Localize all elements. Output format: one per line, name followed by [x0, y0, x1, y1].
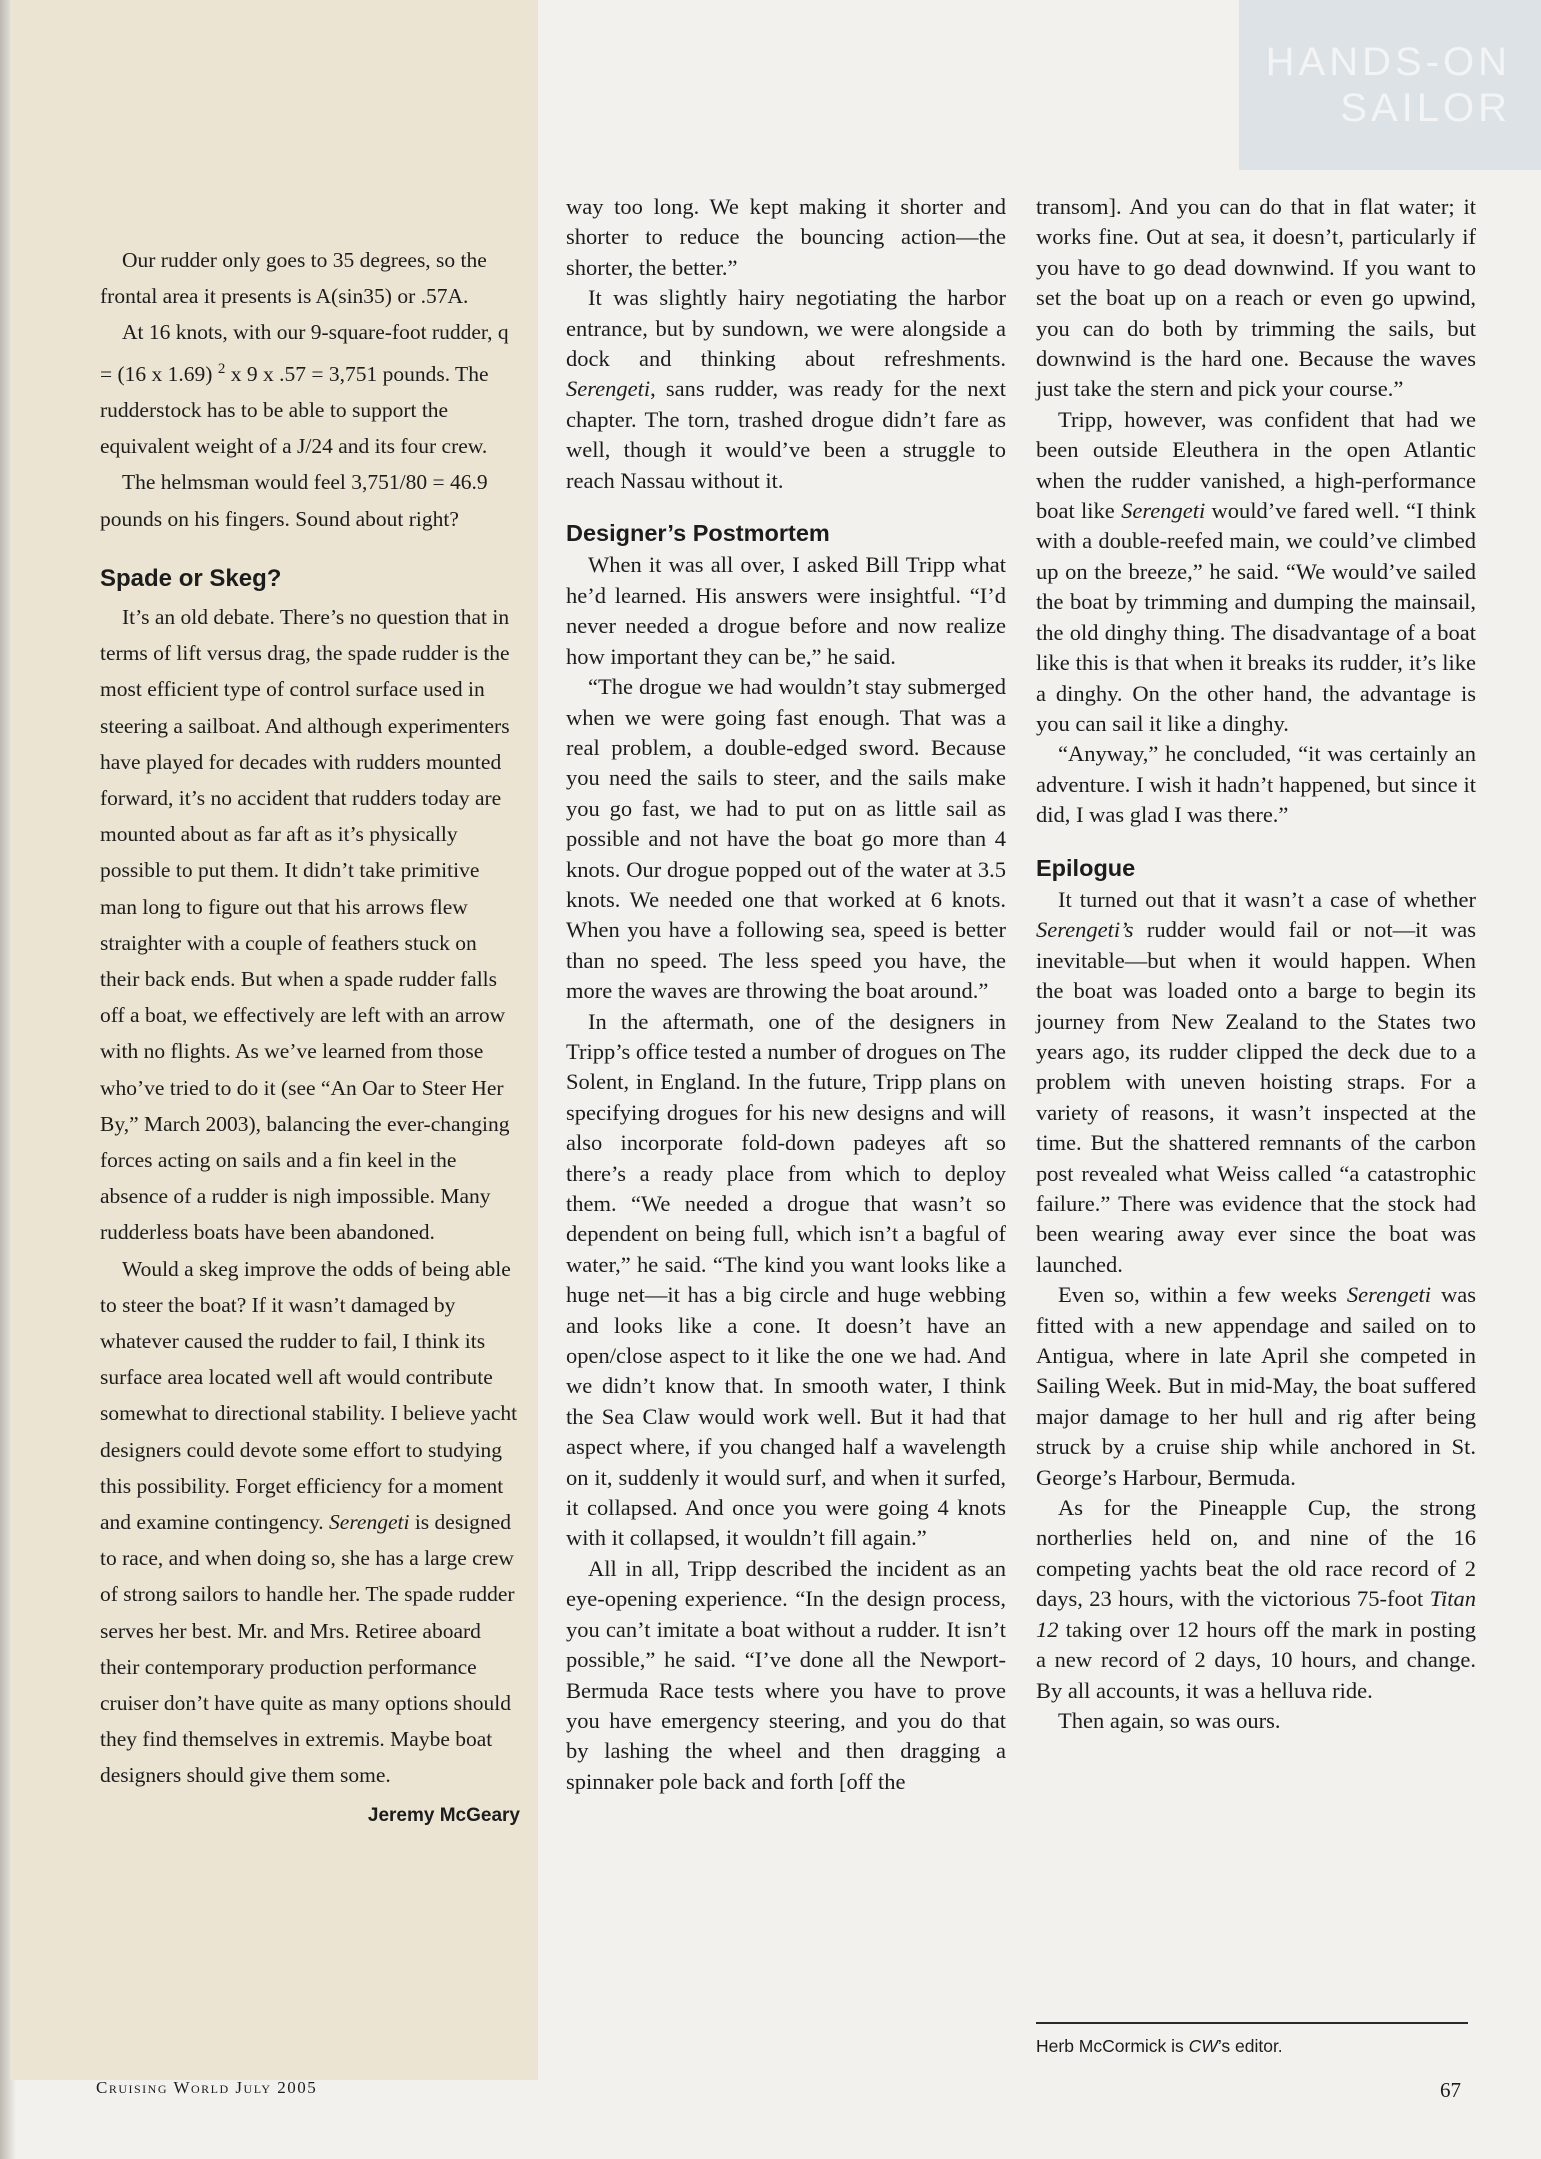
sidebar-paragraph: Our rudder only goes to 35 degrees, so the frontal area it presents is A(sin35) or .57A.	[100, 248, 487, 309]
body-paragraph: Even so, within a few weeks Serengeti was fitted with a new appendage and sailed on to Antigua, where in late April she competed in Sailing Week. But in mid-May, the boat suffered major damage to her hull and rig after being struck by a cruise ship while anchored in St. George’s Harbour, Bermuda.	[1036, 1282, 1476, 1490]
sidebar-byline: Jeremy McGeary	[367, 1804, 520, 1826]
equation-tail: x 9 x .57 = 3,751 pounds. The rudderstock has to be able to support the equivalent weight of a J/24 and its four crew.	[100, 361, 489, 459]
right-column	[1036, 192, 1476, 1736]
body-paragraph: Tripp, however, was confident that had we been outside Eleuthera in the open Atlantic when the rudder vanished, a high-performance boat like Serengeti would’ve fared well. “I think with a double-reefed main, we could’ve climbed up on the breeze,” he said. “We would’ve sailed the boat by trimming and dumping the mainsail, the old dinghy thing. The disadvantage of a boat like this is that when it breaks its rudder, it’s like a dinghy. On the other hand, the advantage is you can sail it like a dinghy.	[1036, 406, 1476, 736]
equation-exponent: 2	[217, 360, 226, 377]
page-number: 67	[1440, 2078, 1461, 2102]
author-note: Herb McCormick is CW’s editor.	[1036, 2036, 1283, 2056]
section-heading-epilogue: Epilogue	[1036, 854, 1136, 881]
section-tab	[1239, 0, 1541, 170]
body-paragraph: In the aftermath, one of the designers in Tripp’s office tested a number of drogues on The Solent, in England. In the future, Tripp plans on specifying drogues for his new designs and will also incorporate fold-down padeyes aft so there’s a ready place from which to deploy them. “We needed a drogue that wasn’t so dependent on being full, which isn’t a bagful of water,” he said. “The kind you want looks like a huge net—it has a big circle and huge webbing and looks like a cone. It doesn’t have an open/close aspect to it like the one we had. And we didn’t know that. In smooth water, I think the Sea Claw would work well. But it had that aspect where, if you changed half a wavelength on it, suddenly it would surf, and when it surfed, it collapsed. And once you were going 4 knots with it collapsed, it wouldn’t fill again.”	[566, 1008, 1006, 1551]
body-paragraph: It was slightly hairy negotiating the harbor entrance, but by sundown, we were alongside a dock and thinking about refreshments. Serengeti, sans rudder, was ready for the next chapter. The torn, trashed drogue didn’t fare as well, though it would’ve been a struggle to reach Nassau without it.	[566, 285, 1006, 493]
sidebar-paragraph: Would a skeg improve the odds of being able to steer the boat? If it wasn’t damaged by whatever caused the rudder to fail, I think its surface area located well aft would contribute somewhat to directional stability. I believe yacht designers could devote some effort to studying this possibility. Forget efficiency for a moment and examine contingency. Serengeti is designed to race, and when doing so, she has a large crew of strong sailors to handle her. The spade rudder serves her best. Mr. and Mrs. Retiree aboard their contemporary production performance cruiser don’t have quite as many options should they find themselves in extremis. Maybe boat designers should give them some.	[100, 1256, 518, 1788]
footer-magazine-issue: Cruising World July 2005	[96, 2078, 318, 2097]
body-paragraph: When it was all over, I asked Bill Tripp what he’d learned. His answers were insightful. “I’d never needed a drogue before and now realize how important they can be,” he said.	[566, 552, 1006, 669]
body-paragraph: Then again, so was ours.	[1058, 1707, 1281, 1733]
sidebar-equation-paragraph	[100, 314, 520, 464]
author-note-rule	[1036, 2022, 1468, 2024]
equation-lead: At 16 knots, with our 9-square-foot rudder, q = (16 x 1.69)	[100, 320, 509, 386]
body-paragraph: transom]. And you can do that in flat water; it works fine. Out at sea, it doesn’t, particularly if you have to go dead downwind. If you want to set the boat up on a reach or even go upwind, you can do both by trimming the sails, but downwind is the hard one. Because the waves just take the stern and pick your course.”	[1036, 194, 1476, 402]
body-paragraph: It turned out that it wasn’t a case of whether Serengeti’s rudder would fail or not—it was inevitable—but when it would happen. When the boat was loaded onto a barge to begin its journey from New Zealand to the States two years ago, its rudder clipped the deck due to a problem with uneven hoisting straps. For a variety of reasons, it wasn’t inspected at the time. But the shattered remnants of the carbon post revealed what Weiss called “a catastrophic failure.” There was evidence that the stock had been wearing away ever since the boat was launched.	[1036, 886, 1476, 1277]
body-paragraph: “Anyway,” he concluded, “it was certainly an adventure. I wish it hadn’t happened, but since it did, I was glad I was there.”	[1036, 741, 1476, 828]
section-tab-line2: SAILOR	[1340, 86, 1511, 130]
section-heading-postmortem: Designer’s Postmortem	[566, 520, 830, 547]
middle-column	[566, 192, 1006, 1797]
body-paragraph: All in all, Tripp described the incident as an eye-opening experience. “In the design process, you can’t imitate a boat without a rudder. It isn’t possible,” he said. “I’ve done all the Newport-Bermuda Race tests where you have to prove you have emergency steering, and you do that by lashing the wheel and then dragging a spinnaker pole back and forth [off the	[566, 1555, 1006, 1794]
sidebar-column	[100, 242, 520, 1834]
body-paragraph: way too long. We kept making it shorter and shorter to reduce the bouncing action—the shorter, the better.”	[566, 194, 1006, 280]
sidebar-paragraph: The helmsman would feel 3,751/80 = 46.9 pounds on his fingers. Sound about right?	[100, 470, 488, 531]
sidebar-paragraph: It’s an old debate. There’s no question that in terms of lift versus drag, the spade rudder is the most efficient type of control surface used in steering a sailboat. And although experimenters have played for decades with rudders mounted forward, it’s no accident that rudders today are mounted about as far aft as it’s physically possible to put them. It didn’t take primitive man long to figure out that his arrows flew straighter with a couple of feathers stuck on their back ends. But when a spade rudder falls off a boat, we effectively are left with an arrow with no flights. As we’ve learned from those who’ve tried to do it (see “An Oar to Steer Her By,” March 2003), balancing the ever-changing forces acting on sails and a fin keel in the absence of a rudder is nigh impossible. Many rudderless boats have been abandoned.	[100, 604, 510, 1245]
sidebar-heading: Spade or Skeg?	[100, 564, 282, 592]
body-paragraph: As for the Pineapple Cup, the strong northerlies held on, and nine of the 16 competing yachts beat the old race record of 2 days, 23 hours, with the victorious 75-foot Titan 12 taking over 12 hours off the mark in posting a new record of 2 days, 10 hours, and change. By all accounts, it was a helluva ride.	[1036, 1495, 1476, 1703]
body-paragraph: “The drogue we had wouldn’t stay submerged when we were going fast enough. That was a real problem, a double-edged sword. Because you need the sails to steer, and the sails make you go fast, we had to put on as little sail as possible and not have the boat go more than 4 knots. Our drogue popped out of the water at 3.5 knots. We needed one that worked at 6 knots. When you have a following sea, speed is better than no speed. The less speed you have, the more the waves are throwing the boat around.”	[566, 674, 1006, 1004]
section-tab-line1: HANDS-ON	[1265, 40, 1511, 84]
